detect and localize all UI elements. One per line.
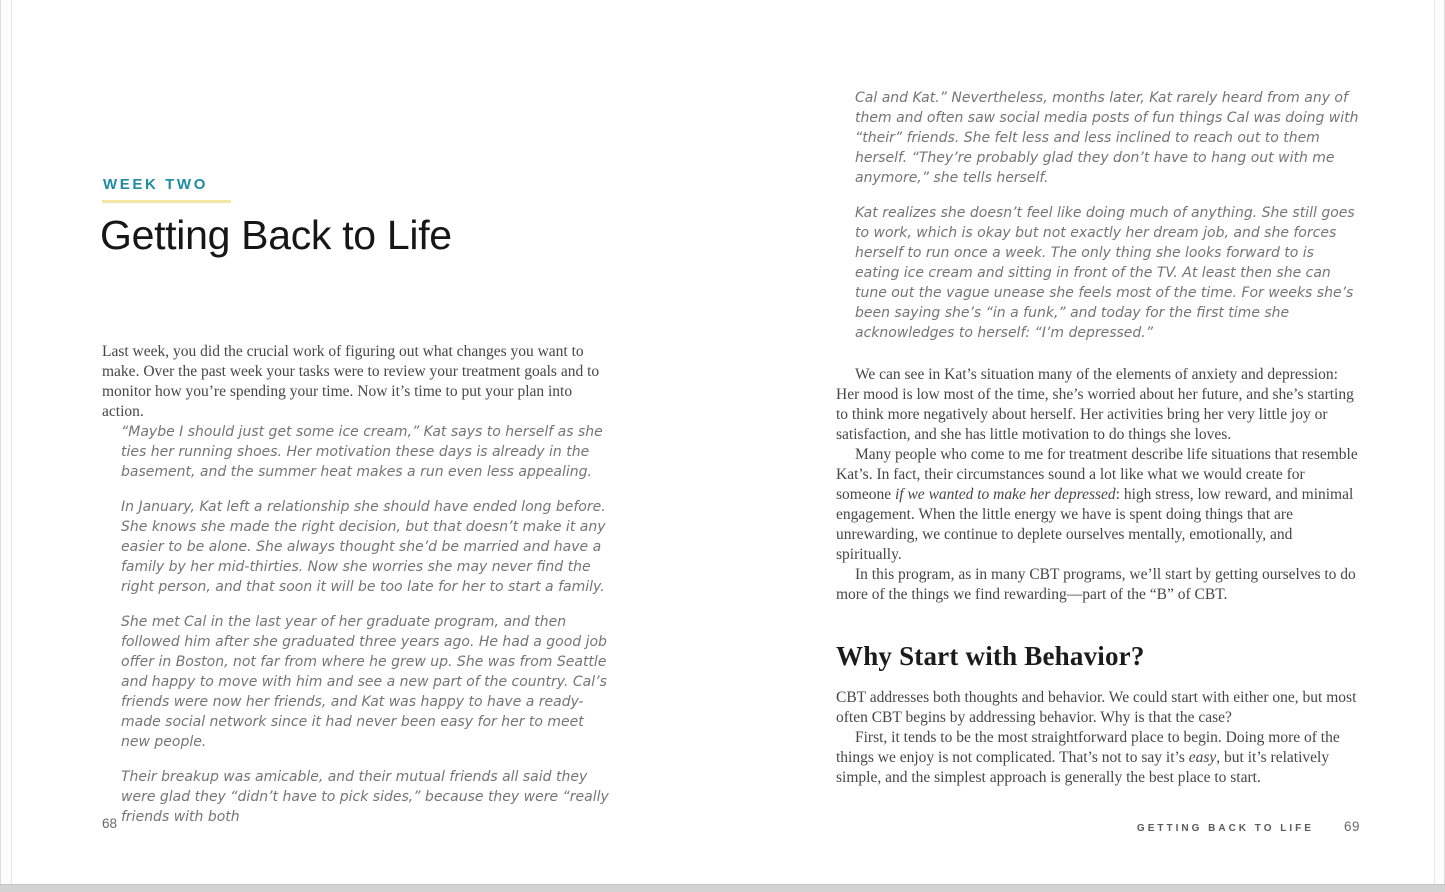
- story-paragraph: “Maybe I should just get some ice cream,” Kat says to herself as she ties her running shoes. Her motivation these days is already in the basement, and the summer heat makes a run even less appealing.: [121, 424, 603, 480]
- body-text-segment: Many people who come to me for treatment describe life situations that resemble Kat’s. In fact, their circumstances sound a lot like what we would create for someone: [836, 446, 1358, 503]
- page-number-right: 69: [1343, 819, 1360, 834]
- kicker-underline: [102, 200, 231, 203]
- section-heading: Why Start with Behavior?: [836, 641, 1145, 671]
- body-paragraph: We can see in Kat’s situation many of the elements of anxiety and depression: Her mood is low most of the time, she’s worried about her future, and she’s starting to think more negatively about herself. Her activities bring her very little joy or satisfaction, and she has little motivation to do things she loves.: [836, 366, 1354, 443]
- body-text-segment: First, it tends to be the most straightforward place to begin. Doing more of the things we enjoy is not complicated. That’s not to say it’s: [836, 729, 1340, 766]
- body-paragraph: [836, 728, 1360, 788]
- chapter-kicker: WEEK TWO: [103, 176, 208, 193]
- case-story-block-right: [836, 88, 1360, 343]
- page-number-left: 68: [102, 816, 118, 831]
- body-text-segment: : high stress, low reward, and minimal engagement. When the little energy we have is spent doing things that are unrewarding, we continue to deplete ourselves mentally, emotionally, and spiritually.: [836, 486, 1354, 563]
- story-paragraph: In January, Kat left a relationship she should have ended long before. She knows she made the right decision, but that doesn’t make it any easier to be alone. She always thought she’d be married and have a family by her mid-thirties. Now she worries she may never find the right person, and that soon it will be too late for her to start a family.: [121, 499, 606, 595]
- page-edge-left: [0, 0, 12, 884]
- case-story-block-left: [102, 422, 609, 827]
- body-paragraph: In this program, as in many CBT programs, we’ll start by getting ourselves to do more of the things we find rewarding—part of the “B” of CBT.: [836, 566, 1356, 603]
- page-edge-right: [1434, 0, 1445, 884]
- story-paragraph: Kat realizes she doesn’t feel like doing much of anything. She still goes to work, which is okay but not exactly her dream job, and she forces herself to run once a week. The only thing she looks forward to is eating ice cream and sitting in front of the TV. At least then she can tune out the vague unease she feels most of the time. For weeks she’s been saying she’s “in a funk,” and today for the first time she acknowledges to herself: “I’m depressed.”: [855, 205, 1355, 341]
- body-text-italic: easy: [1188, 749, 1217, 766]
- right-page-column: [836, 88, 1360, 788]
- running-footer-title: GETTING BACK TO LIFE: [1136, 823, 1314, 834]
- right-page-footer: [836, 818, 1360, 836]
- body-text-segment: , but it’s relatively simple, and the simplest approach is generally the best place to start.: [836, 749, 1330, 786]
- intro-paragraph: Last week, you did the crucial work of figuring out what changes you want to make. Over the past week your tasks were to review your treatment goals and to monitor how you’re spending your time. Now it’s time to put your plan into action.: [102, 343, 600, 420]
- story-paragraph: Cal and Kat.” Nevertheless, months later, Kat rarely heard from any of them and often saw social media posts of fun things Cal was doing with “their” friends. She felt less and less inclined to reach out to them herself. “They’re probably glad they don’t have to hang out with me anymore,” she tells herself.: [855, 90, 1359, 186]
- body-paragraph: [836, 445, 1360, 565]
- body-text-italic: if we wanted to make her depressed: [894, 486, 1116, 503]
- chapter-title: Getting Back to Life: [100, 212, 452, 258]
- story-paragraph: She met Cal in the last year of her graduate program, and then followed him after she graduated three years ago. He had a good job offer in Boston, not far from where he grew up. She was from Seattle and happy to move with him and see a new part of the country. Cal’s friends were now her friends, and Kat was happy to have a ready-made social network since it had never been easy for her to meet new people.: [121, 614, 607, 750]
- behavior-section-block: [836, 688, 1360, 788]
- left-page-column: [102, 342, 609, 842]
- story-paragraph: Their breakup was amicable, and their mutual friends all said they were glad they “didn’t have to pick sides,” because they were “really friends with both: [121, 769, 609, 825]
- body-paragraph: CBT addresses both thoughts and behavior. We could start with either one, but most often CBT begins by addressing behavior. Why is that the case?: [836, 689, 1357, 726]
- commentary-block: [836, 365, 1360, 605]
